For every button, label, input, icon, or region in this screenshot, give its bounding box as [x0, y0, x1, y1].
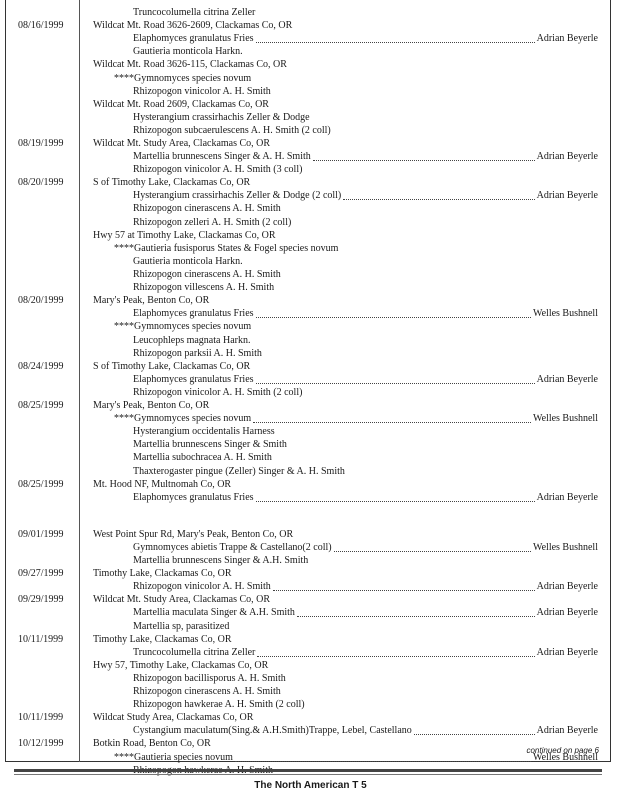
footer-rule-thin: [14, 774, 602, 775]
dot-leader: [256, 29, 535, 43]
record-species: Martellia maculata Singer & A.H. Smith: [133, 607, 295, 618]
record-species: Elaphomyces granulatus Fries: [133, 492, 254, 503]
record-line: [0, 163, 621, 176]
record-location: Timothy Lake, Clackamas Co, OR: [93, 634, 232, 645]
record-species: Martellia brunnescens Singer & Smith: [133, 439, 287, 450]
record-line: [0, 554, 621, 567]
record-species: Rhizopogon hawkerae A. H. Smith (2 coll): [133, 699, 305, 710]
record-collector: Adrian Beyerle: [536, 647, 598, 658]
record-collector: Adrian Beyerle: [536, 190, 598, 201]
record-line: [0, 698, 621, 711]
record-line: [0, 242, 621, 255]
record-collector: Adrian Beyerle: [536, 581, 598, 592]
record-date: 08/24/1999: [18, 361, 64, 372]
record-date: 08/20/1999: [18, 295, 64, 306]
record-line: [0, 724, 621, 737]
record-location: Wildcat Mt. Road 3626-115, Clackamas Co, OR: [93, 59, 287, 70]
record-line: [0, 672, 621, 685]
record-date: 08/25/1999: [18, 400, 64, 411]
record-line: [0, 45, 621, 58]
record-line: [0, 320, 621, 333]
record-species: ****Gautieria fusisporus States & Fogel species novum: [114, 243, 339, 254]
record-species: Hysterangium crassirhachis Zeller & Dodge: [133, 112, 310, 123]
record-species: Martellia sp, parasitized: [133, 621, 230, 632]
record-species: Cystangium maculatum(Sing.& A.H.Smith)Trappe, Lebel, Castellano: [133, 725, 412, 736]
record-location: Hwy 57, Timothy Lake, Clackamas Co, OR: [93, 660, 269, 671]
record-species: Hysterangium crassirhachis Zeller & Dodge (2 coll): [133, 190, 342, 201]
record-line: [0, 451, 621, 464]
dot-leader: [273, 577, 535, 591]
record-line: [0, 124, 621, 137]
record-line: [0, 98, 621, 111]
record-date: 10/11/1999: [18, 634, 64, 645]
dot-leader: [414, 721, 535, 735]
record-line: [0, 6, 621, 19]
record-species: ****Gymnomyces species novum: [114, 73, 252, 84]
record-line: [0, 255, 621, 268]
record-line: [0, 438, 621, 451]
record-line: [0, 58, 621, 71]
record-date: 08/20/1999: [18, 177, 64, 188]
record-species: Rhizopogon zelleri A. H. Smith (2 coll): [133, 217, 292, 228]
record-collector: Adrian Beyerle: [536, 607, 598, 618]
record-line: [0, 541, 621, 554]
dot-leader: [256, 304, 531, 318]
record-species: Martellia brunnescens Singer & A.H. Smith: [133, 555, 309, 566]
record-species: Gautieria monticola Harkn.: [133, 256, 243, 267]
record-species: Hysterangium occidentalis Harness: [133, 426, 275, 437]
record-collector: Adrian Beyerle: [536, 33, 598, 44]
record-collector: Adrian Beyerle: [536, 492, 598, 503]
record-species: Leucophleps magnata Harkn.: [133, 335, 251, 346]
record-location: Timothy Lake, Clackamas Co, OR: [93, 568, 232, 579]
record-collector: Welles Bushnell: [532, 542, 598, 553]
record-location: Hwy 57 at Timothy Lake, Clackamas Co, OR: [93, 230, 276, 241]
record-species: Rhizopogon vinicolor A. H. Smith: [133, 86, 271, 97]
dot-leader: [257, 643, 535, 657]
record-species: Rhizopogon vinicolor A. H. Smith (2 coll): [133, 387, 303, 398]
dot-leader: [297, 603, 535, 617]
record-line: [0, 373, 621, 386]
record-line: [0, 620, 621, 633]
record-collector: Adrian Beyerle: [536, 725, 598, 736]
record-species: Thaxterogaster pingue (Zeller) Singer & A. H. Smith: [133, 466, 345, 477]
record-line: [0, 111, 621, 124]
record-line: [0, 491, 621, 504]
dot-leader: [313, 147, 535, 161]
dot-leader: [256, 488, 535, 502]
dot-leader: [334, 538, 531, 552]
record-date: 10/12/1999: [18, 738, 64, 749]
record-line: [0, 307, 621, 320]
record-date: 08/16/1999: [18, 20, 64, 31]
record-line: [0, 268, 621, 281]
record-collector: Welles Bushnell: [532, 413, 598, 424]
record-line: [0, 659, 621, 672]
record-species: Rhizopogon parksii A. H. Smith: [133, 348, 262, 359]
record-line: [0, 425, 621, 438]
page-footer: The North American T 5: [254, 780, 367, 791]
record-species: Rhizopogon vinicolor A. H. Smith (3 coll): [133, 164, 303, 175]
record-species: Elaphomyces granulatus Fries: [133, 374, 254, 385]
dot-leader: [343, 186, 535, 200]
dot-leader: [235, 748, 531, 762]
record-collector: Adrian Beyerle: [536, 151, 598, 162]
record-species: Martellia subochracea A. H. Smith: [133, 452, 272, 463]
record-line: [0, 85, 621, 98]
record-line: [0, 281, 621, 294]
dot-leader: [256, 370, 535, 384]
record-location: Wildcat Mt. Study Area, Clackamas Co, OR: [93, 138, 271, 149]
record-date: 09/01/1999: [18, 529, 64, 540]
record-line: [0, 189, 621, 202]
record-species: Rhizopogon cinerascens A. H. Smith: [133, 203, 281, 214]
record-line: [0, 465, 621, 478]
record-line: [0, 150, 621, 163]
record-species: Gautieria monticola Harkn.: [133, 46, 243, 57]
record-date: 08/19/1999: [18, 138, 64, 149]
record-species: Elaphomyces granulatus Fries: [133, 308, 254, 319]
record-line: [0, 685, 621, 698]
record-line: [0, 216, 621, 229]
record-date: 10/11/1999: [18, 712, 64, 723]
record-date: 09/29/1999: [18, 594, 64, 605]
record-species: ****Gymnomyces species novum: [114, 321, 252, 332]
record-species: ****Gautieria species novum: [114, 752, 233, 763]
record-species: Elaphomyces granulatus Fries: [133, 33, 254, 44]
record-species: Rhizopogon villescens A. H. Smith: [133, 282, 275, 293]
record-line: [0, 386, 621, 399]
record-collector: Adrian Beyerle: [536, 374, 598, 385]
record-species: Gymnomyces abietis Trappe & Castellano(2 coll): [133, 542, 332, 553]
record-location: Wildcat Mt. Road 3626-2609, Clackamas Co, OR: [93, 20, 293, 31]
record-location: Mary's Peak, Benton Co, OR: [93, 400, 210, 411]
record-species: Truncocolumella citrina Zeller: [133, 7, 256, 18]
record-location: Mt. Hood NF, Multnomah Co, OR: [93, 479, 232, 490]
record-species: Rhizopogon cinerascens A. H. Smith: [133, 686, 281, 697]
record-species: Martellia brunnescens Singer & A. H. Smith: [133, 151, 311, 162]
record-collector: Welles Bushnell: [532, 308, 598, 319]
record-line: [0, 347, 621, 360]
record-date: 08/25/1999: [18, 479, 64, 490]
record-species: Truncocolumella citrina Zeller: [133, 647, 256, 658]
record-species: Rhizopogon subcaerulescens A. H. Smith (2 coll): [133, 125, 331, 136]
record-location: Wildcat Mt. Road 2609, Clackamas Co, OR: [93, 99, 269, 110]
record-line: [0, 646, 621, 659]
record-line: [0, 229, 621, 242]
record-species: Rhizopogon bacillisporus A. H. Smith: [133, 673, 286, 684]
record-location: Wildcat Study Area, Clackamas Co, OR: [93, 712, 254, 723]
dot-leader: [253, 409, 531, 423]
record-line: [0, 606, 621, 619]
record-location: Botkin Road, Benton Co, OR: [93, 738, 211, 749]
record-line: [0, 32, 621, 45]
record-location: West Point Spur Rd, Mary's Peak, Benton Co, OR: [93, 529, 294, 540]
record-collector: Welles Bushnell: [532, 752, 598, 763]
record-line: [0, 202, 621, 215]
record-species: ****Gymnomyces species novum: [114, 413, 252, 424]
record-line: [0, 580, 621, 593]
record-location: S of Timothy Lake, Clackamas Co, OR: [93, 361, 251, 372]
record-species: Rhizopogon cinerascens A. H. Smith: [133, 269, 281, 280]
record-date: 09/27/1999: [18, 568, 64, 579]
record-location: Mary's Peak, Benton Co, OR: [93, 295, 210, 306]
record-location: S of Timothy Lake, Clackamas Co, OR: [93, 177, 251, 188]
footer-rule: [14, 769, 602, 772]
record-species: Rhizopogon vinicolor A. H. Smith: [133, 581, 271, 592]
record-line: [0, 412, 621, 425]
record-line: [0, 72, 621, 85]
record-line: [0, 334, 621, 347]
continued-note: continued on page 6: [526, 746, 599, 755]
record-location: Wildcat Mt. Study Area, Clackamas Co, OR: [93, 594, 271, 605]
